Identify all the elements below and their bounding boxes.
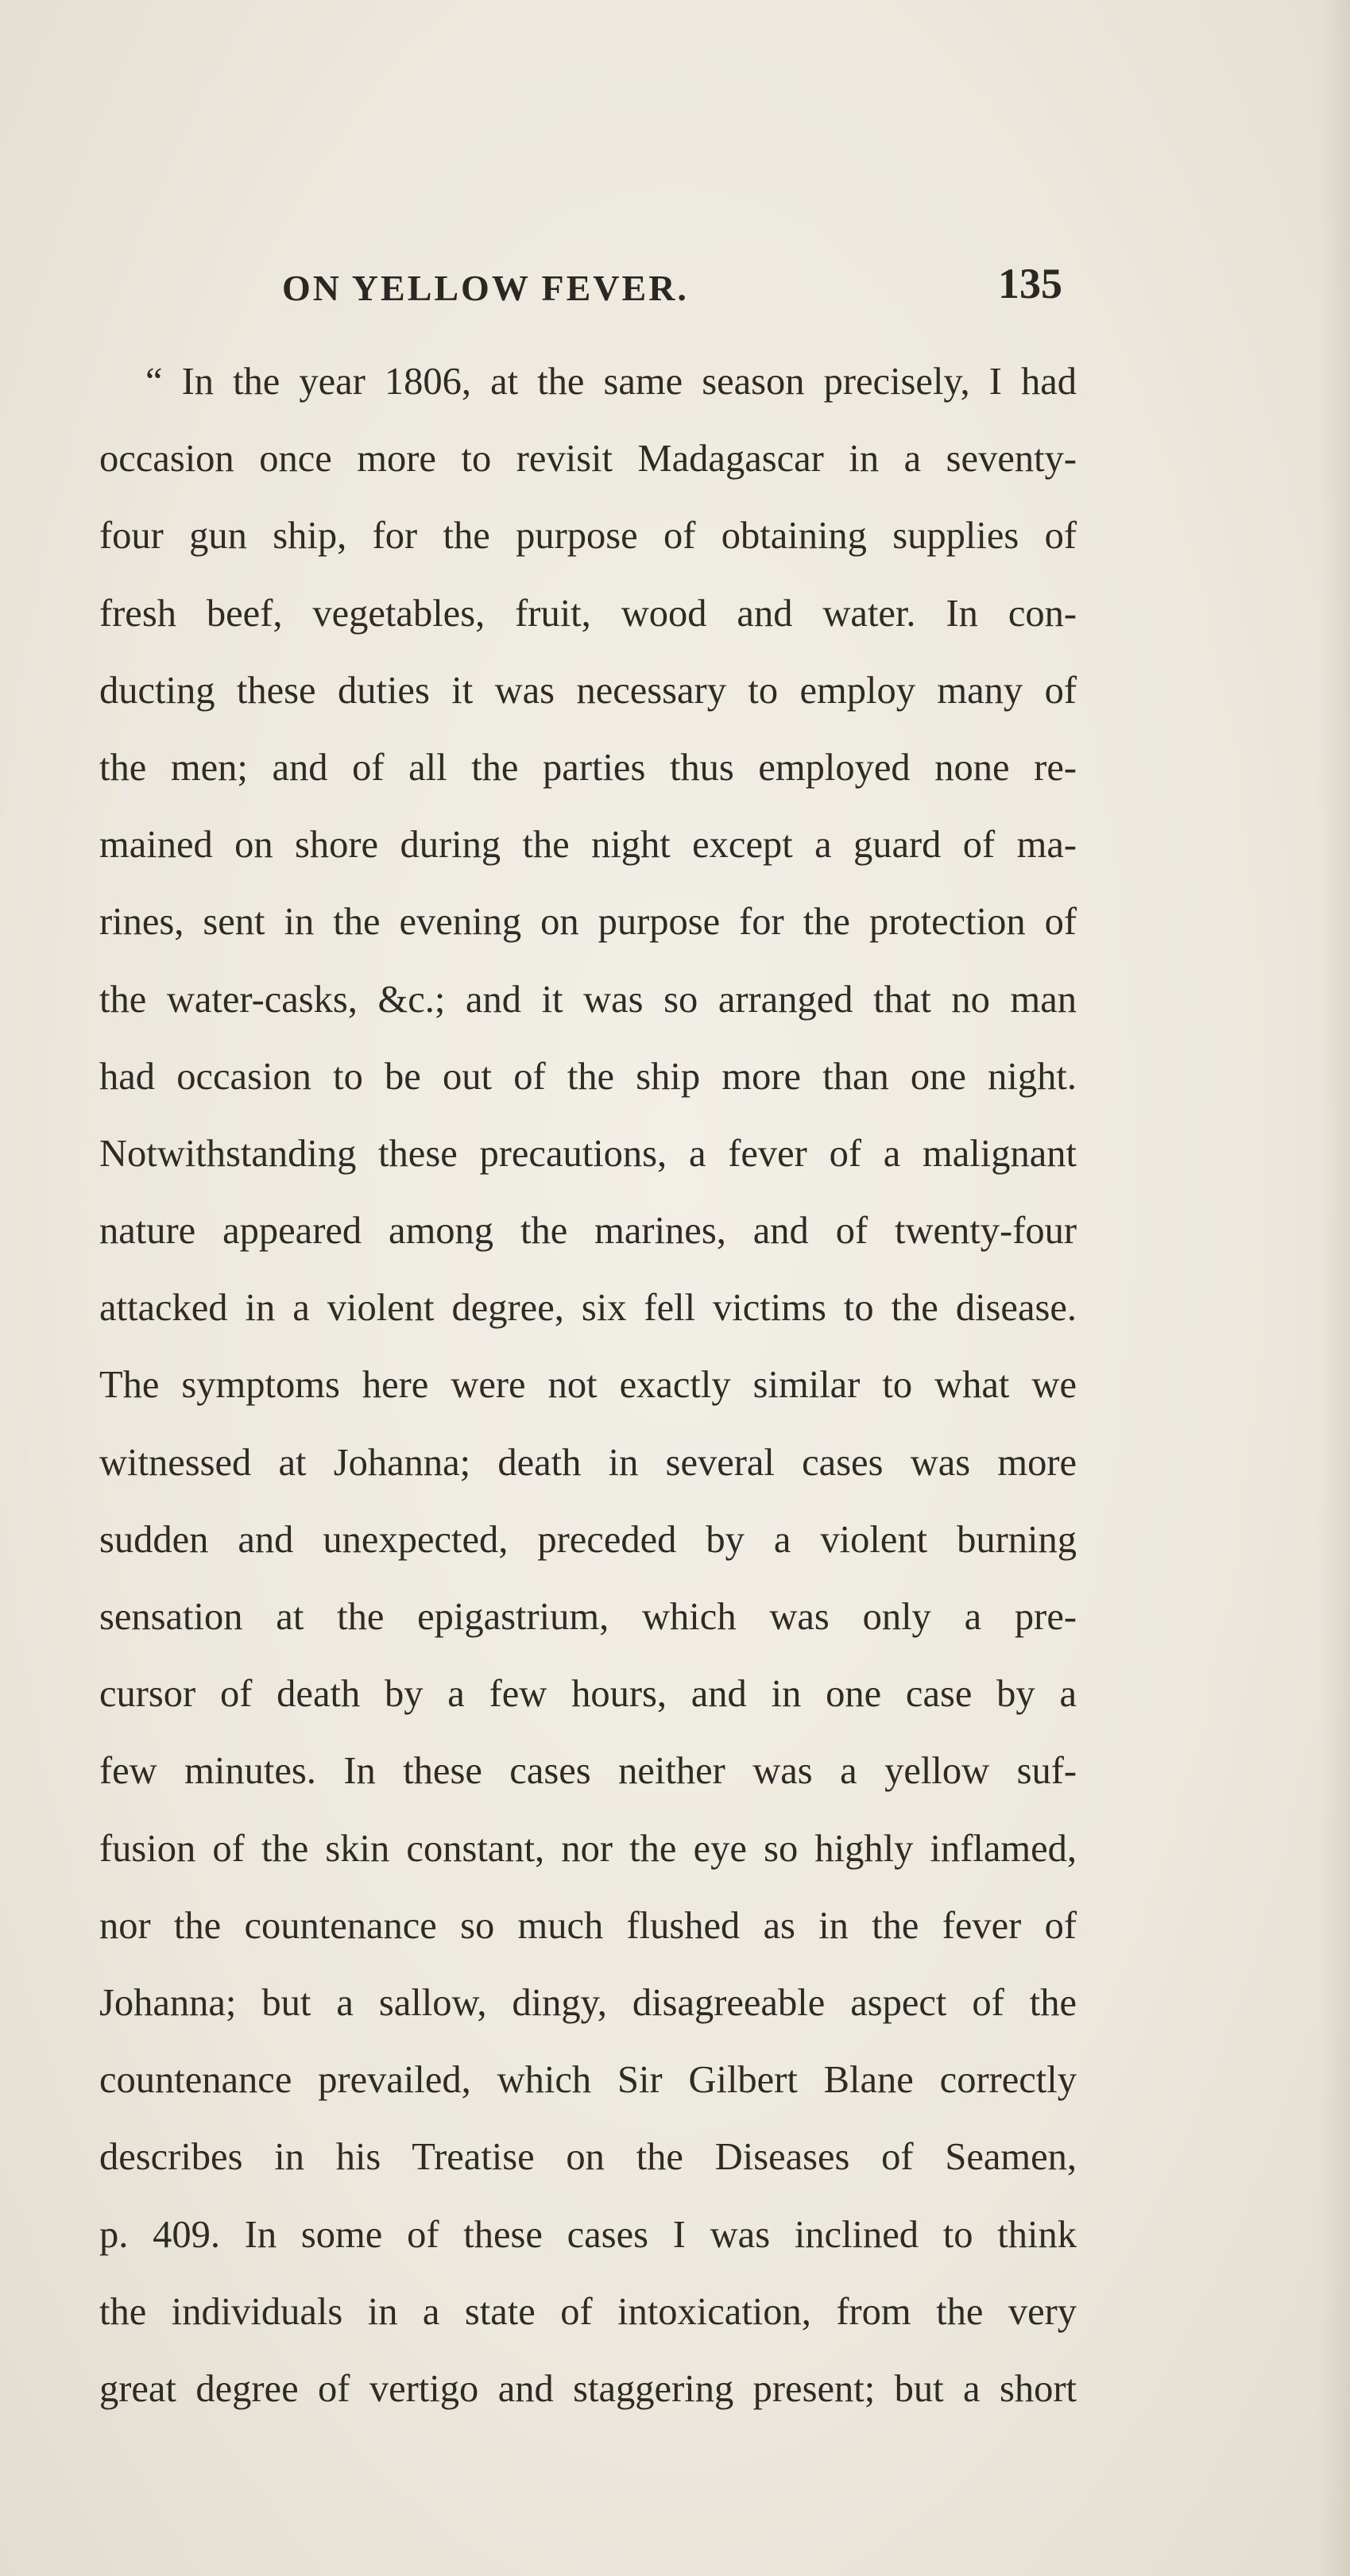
text-line: the men; and of all the parties thus employed none re- — [99, 746, 1077, 789]
text-line: sensation at the epigastrium, which was only a pre- — [99, 1596, 1077, 1638]
body-text — [99, 343, 1077, 2427]
text-line: attacked in a violent degree, six fell victims to the disease. — [99, 1287, 1077, 1330]
page-number: 135 — [998, 260, 1062, 307]
text-line: nature appeared among the marines, and of twenty-four — [99, 1210, 1077, 1253]
text-line: Johanna; but a sallow, dingy, disagreeable aspect of the — [99, 1981, 1077, 2024]
text-line: four gun ship, for the purpose of obtaining supplies of — [99, 515, 1077, 558]
text-line: describes in his Treatise on the Diseases of Seamen, — [99, 2136, 1077, 2179]
text-line: “ In the year 1806, at the same season precisely, I had — [145, 361, 1077, 403]
running-head — [0, 253, 1350, 324]
text-line: mained on shore during the night except a guard of ma- — [99, 824, 1077, 867]
text-line: few minutes. In these cases neither was a yellow suf- — [99, 1750, 1077, 1793]
page-edge-shadow — [1318, 0, 1350, 2576]
running-head-title: ON YELLOW FEVER. — [282, 268, 689, 308]
text-line: great degree of vertigo and staggering present; but a short — [99, 2367, 1077, 2410]
text-line: fresh beef, vegetables, fruit, wood and water. In con- — [99, 592, 1077, 635]
text-line: p. 409. In some of these cases I was inclined to think — [99, 2213, 1077, 2256]
text-line: fusion of the skin constant, nor the eye so highly inflamed, — [99, 1827, 1077, 1870]
text-line: the water-casks, &c.; and it was so arranged that no man — [99, 978, 1077, 1021]
text-line: Notwithstanding these precautions, a fever of a malignant — [99, 1132, 1077, 1175]
text-line: countenance prevailed, which Sir Gilbert Blane correctly — [99, 2059, 1077, 2102]
text-line: The symptoms here were not exactly similar to what we — [99, 1364, 1077, 1407]
text-line: the individuals in a state of intoxication, from the very — [99, 2290, 1077, 2333]
text-line: rines, sent in the evening on purpose for the protection of — [99, 901, 1077, 944]
text-line: cursor of death by a few hours, and in one case by a — [99, 1673, 1077, 1716]
text-line: nor the countenance so much flushed as in the fever of — [99, 1904, 1077, 1947]
text-line: had occasion to be out of the ship more than one night. — [99, 1055, 1077, 1098]
text-line: witnessed at Johanna; death in several cases was more — [99, 1441, 1077, 1484]
text-line: ducting these duties it was necessary to employ many of — [99, 669, 1077, 712]
text-line: sudden and unexpected, preceded by a violent burning — [99, 1518, 1077, 1561]
text-line: occasion once more to revisit Madagascar in a seventy- — [99, 438, 1077, 481]
